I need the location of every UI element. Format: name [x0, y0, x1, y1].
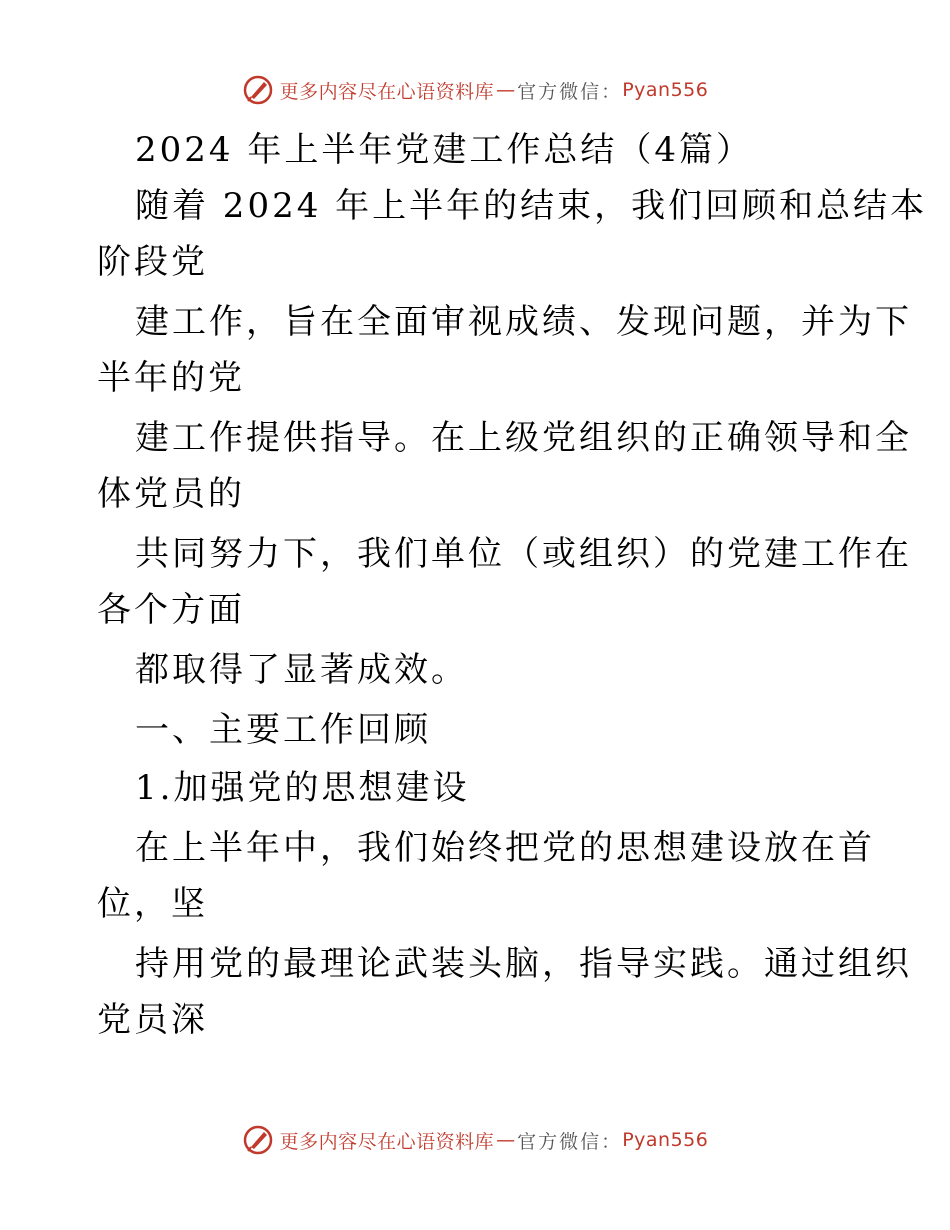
header-watermark: [0, 70, 950, 110]
paragraph-line: 在上半年中，我们始终把党的思想建设放在首: [135, 828, 875, 868]
watermark-official-label: 官方微信：: [517, 80, 623, 103]
paragraph-line: 位，坚: [97, 884, 208, 924]
paragraph-line: 共同努力下，我们单位（或组织）的党建工作在: [135, 534, 912, 574]
watermark-wechat-id: Pyan556: [622, 1129, 709, 1151]
paragraph-line: 党员深: [97, 1000, 208, 1040]
paragraph-line: 阶段党: [97, 242, 208, 282]
paragraph-line: 各个方面: [97, 590, 245, 630]
section-heading: 一、主要工作回顾: [135, 710, 431, 750]
footer-watermark: [0, 1120, 950, 1160]
watermark-main-text: 更多内容尽在心语资料库: [279, 1130, 495, 1153]
document-title: 2024 年上半年党建工作总结（4篇）: [135, 130, 753, 170]
paragraph-line: 持用党的最理论武装头脑，指导实践。通过组织: [135, 944, 912, 984]
paragraph-line: 体党员的: [97, 474, 245, 514]
paragraph-line: 都取得了显著成效。: [135, 650, 468, 690]
watermark-official-label: 官方微信：: [517, 1130, 623, 1153]
watermark-wechat-id: Pyan556: [622, 79, 709, 101]
subsection-heading: 1.加强党的思想建设: [135, 768, 470, 808]
quill-pen-logo-icon: [242, 74, 274, 106]
paragraph-line: 建工作，旨在全面审视成绩、发现问题，并为下: [135, 302, 912, 342]
watermark-separator: —: [496, 79, 516, 101]
paragraph-line: 建工作提供指导。在上级党组织的正确领导和全: [135, 418, 912, 458]
paragraph-line: 随着 2024 年上半年的结束，我们回顾和总结本: [135, 186, 928, 226]
paragraph-line: 半年的党: [97, 358, 245, 398]
quill-pen-logo-icon: [242, 1124, 274, 1156]
watermark-separator: —: [496, 1129, 516, 1151]
watermark-main-text: 更多内容尽在心语资料库: [279, 80, 495, 103]
